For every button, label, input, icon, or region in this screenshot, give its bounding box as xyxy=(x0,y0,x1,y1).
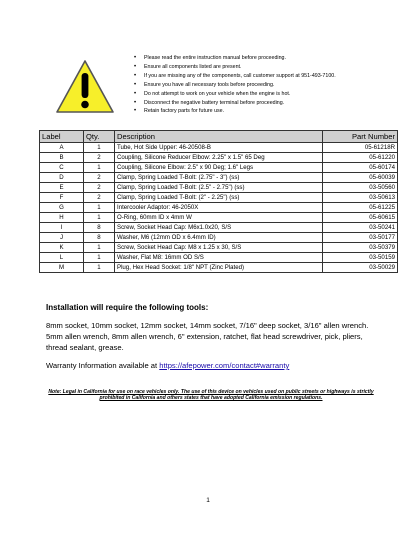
cell-part-number: 05-60174 xyxy=(323,163,398,173)
notice-item: • Ensure you have all necessary tools before proceeding. xyxy=(134,81,374,90)
cell-description: Clamp, Spring Loaded T-Bolt: (2.5" - 2.75") (ss) xyxy=(115,183,323,193)
cell-label: E xyxy=(40,183,84,193)
safety-notice-list xyxy=(134,54,374,116)
column-header-description: Description xyxy=(115,131,323,143)
cell-qty: 8 xyxy=(84,223,115,233)
cell-part-number: 05-60615 xyxy=(323,213,398,223)
cell-qty: 1 xyxy=(84,213,115,223)
cell-label: B xyxy=(40,153,84,163)
cell-qty: 1 xyxy=(84,143,115,153)
cell-part-number: 03-50029 xyxy=(323,263,398,273)
tools-heading: Installation will require the following tools: xyxy=(46,303,209,312)
legal-note: Note: Legal in California for use on race vehicles only. The use of this device on vehicles used on public streets or highways is strictly prohibited in California and others states that have adopted California emission regulations. xyxy=(48,389,374,402)
table-row xyxy=(40,263,398,273)
cell-label: F xyxy=(40,193,84,203)
cell-part-number: 05-61225 xyxy=(323,203,398,213)
cell-part-number: 05-61220 xyxy=(323,153,398,163)
cell-qty: 8 xyxy=(84,233,115,243)
table-row xyxy=(40,143,398,153)
cell-description: Intercooler Adaptor: 46-2050X xyxy=(115,203,323,213)
table-row xyxy=(40,233,398,243)
column-header-part-number: Part Number xyxy=(323,131,398,143)
notice-item: • Disconnect the negative battery terminal before proceeding. xyxy=(134,99,374,108)
cell-description: Screw, Socket Head Cap: M8 x 1.25 x 30, S/S xyxy=(115,243,323,253)
cell-part-number: 05-60039 xyxy=(323,173,398,183)
notice-item: • Please read the entire instruction manual before proceeding. xyxy=(134,54,374,63)
cell-description: Tube, Hot Side Upper: 46-20508-B xyxy=(115,143,323,153)
cell-qty: 1 xyxy=(84,163,115,173)
cell-part-number: 03-50177 xyxy=(323,233,398,243)
cell-qty: 1 xyxy=(84,203,115,213)
cell-label: K xyxy=(40,243,84,253)
table-row xyxy=(40,193,398,203)
cell-label: M xyxy=(40,263,84,273)
cell-description: Coupling, Silicone Elbow: 2.5" x 90 Deg; 1.6" Legs xyxy=(115,163,323,173)
cell-qty: 2 xyxy=(84,193,115,203)
cell-description: Clamp, Spring Loaded T-Bolt: (2" - 2.25") (ss) xyxy=(115,193,323,203)
cell-label: D xyxy=(40,173,84,183)
cell-description: Clamp, Spring Loaded T-Bolt: (2.75" - 3") (ss) xyxy=(115,173,323,183)
notice-item: • Retain factory parts for future use. xyxy=(134,107,374,116)
table-row xyxy=(40,173,398,183)
cell-part-number: 03-50379 xyxy=(323,243,398,253)
cell-description: Plug, Hex Head Socket: 1/8" NPT (Zinc Plated) xyxy=(115,263,323,273)
table-row xyxy=(40,203,398,213)
cell-description: Coupling, Silicone Reducer Elbow: 2.25" x 1.5" 65 Deg xyxy=(115,153,323,163)
cell-part-number: 03-50241 xyxy=(323,223,398,233)
table-row xyxy=(40,183,398,193)
cell-label: G xyxy=(40,203,84,213)
page-number: 1 xyxy=(206,497,210,504)
cell-label: C xyxy=(40,163,84,173)
table-row xyxy=(40,213,398,223)
warranty-text: Warranty Information available at xyxy=(46,361,160,370)
cell-qty: 2 xyxy=(84,183,115,193)
warning-icon xyxy=(54,58,116,116)
cell-label: I xyxy=(40,223,84,233)
warranty-info xyxy=(46,361,289,370)
cell-label: L xyxy=(40,253,84,263)
cell-qty: 1 xyxy=(84,263,115,273)
notice-item: • Ensure all components listed are present. xyxy=(134,63,374,72)
cell-qty: 1 xyxy=(84,243,115,253)
tools-list: 8mm socket, 10mm socket, 12mm socket, 14mm socket, 7/16" deep socket, 3/16" allen wrench. 5mm allen wrench, 8mm allen wrench, 6" extension, ratchet, flat head screwdriver, pick, pliers, thread sealant, grease. xyxy=(46,321,369,352)
cell-description: Washer, Flat M8: 16mm OD S/S xyxy=(115,253,323,263)
table-row xyxy=(40,163,398,173)
cell-part-number: 03-50159 xyxy=(323,253,398,263)
cell-label: A xyxy=(40,143,84,153)
table-row xyxy=(40,243,398,253)
cell-label: J xyxy=(40,233,84,243)
warranty-link[interactable]: https://afepower.com/contact#warranty xyxy=(159,361,290,370)
cell-part-number: 05-61218R xyxy=(323,143,398,153)
notice-item: • If you are missing any of the components, call customer support at 951-493-7100. xyxy=(134,72,374,81)
cell-part-number: 03-50560 xyxy=(323,183,398,193)
table-row xyxy=(40,253,398,263)
cell-description: Screw, Socket Head Cap: M6x1.0x20, S/S xyxy=(115,223,323,233)
cell-part-number: 03-50613 xyxy=(323,193,398,203)
cell-qty: 1 xyxy=(84,253,115,263)
cell-label: H xyxy=(40,213,84,223)
parts-table xyxy=(39,130,398,273)
column-header-label: Label xyxy=(40,131,84,143)
table-header-row xyxy=(40,131,398,143)
cell-qty: 2 xyxy=(84,153,115,163)
table-row xyxy=(40,223,398,233)
cell-description: O-Ring, 60mm ID x 4mm W xyxy=(115,213,323,223)
column-header-qty: Qty. xyxy=(84,131,115,143)
notice-item: • Do not attempt to work on your vehicle when the engine is hot. xyxy=(134,90,374,99)
table-row xyxy=(40,153,398,163)
cell-qty: 2 xyxy=(84,173,115,183)
cell-description: Washer, M6 (12mm OD x 6.4mm ID) xyxy=(115,233,323,243)
